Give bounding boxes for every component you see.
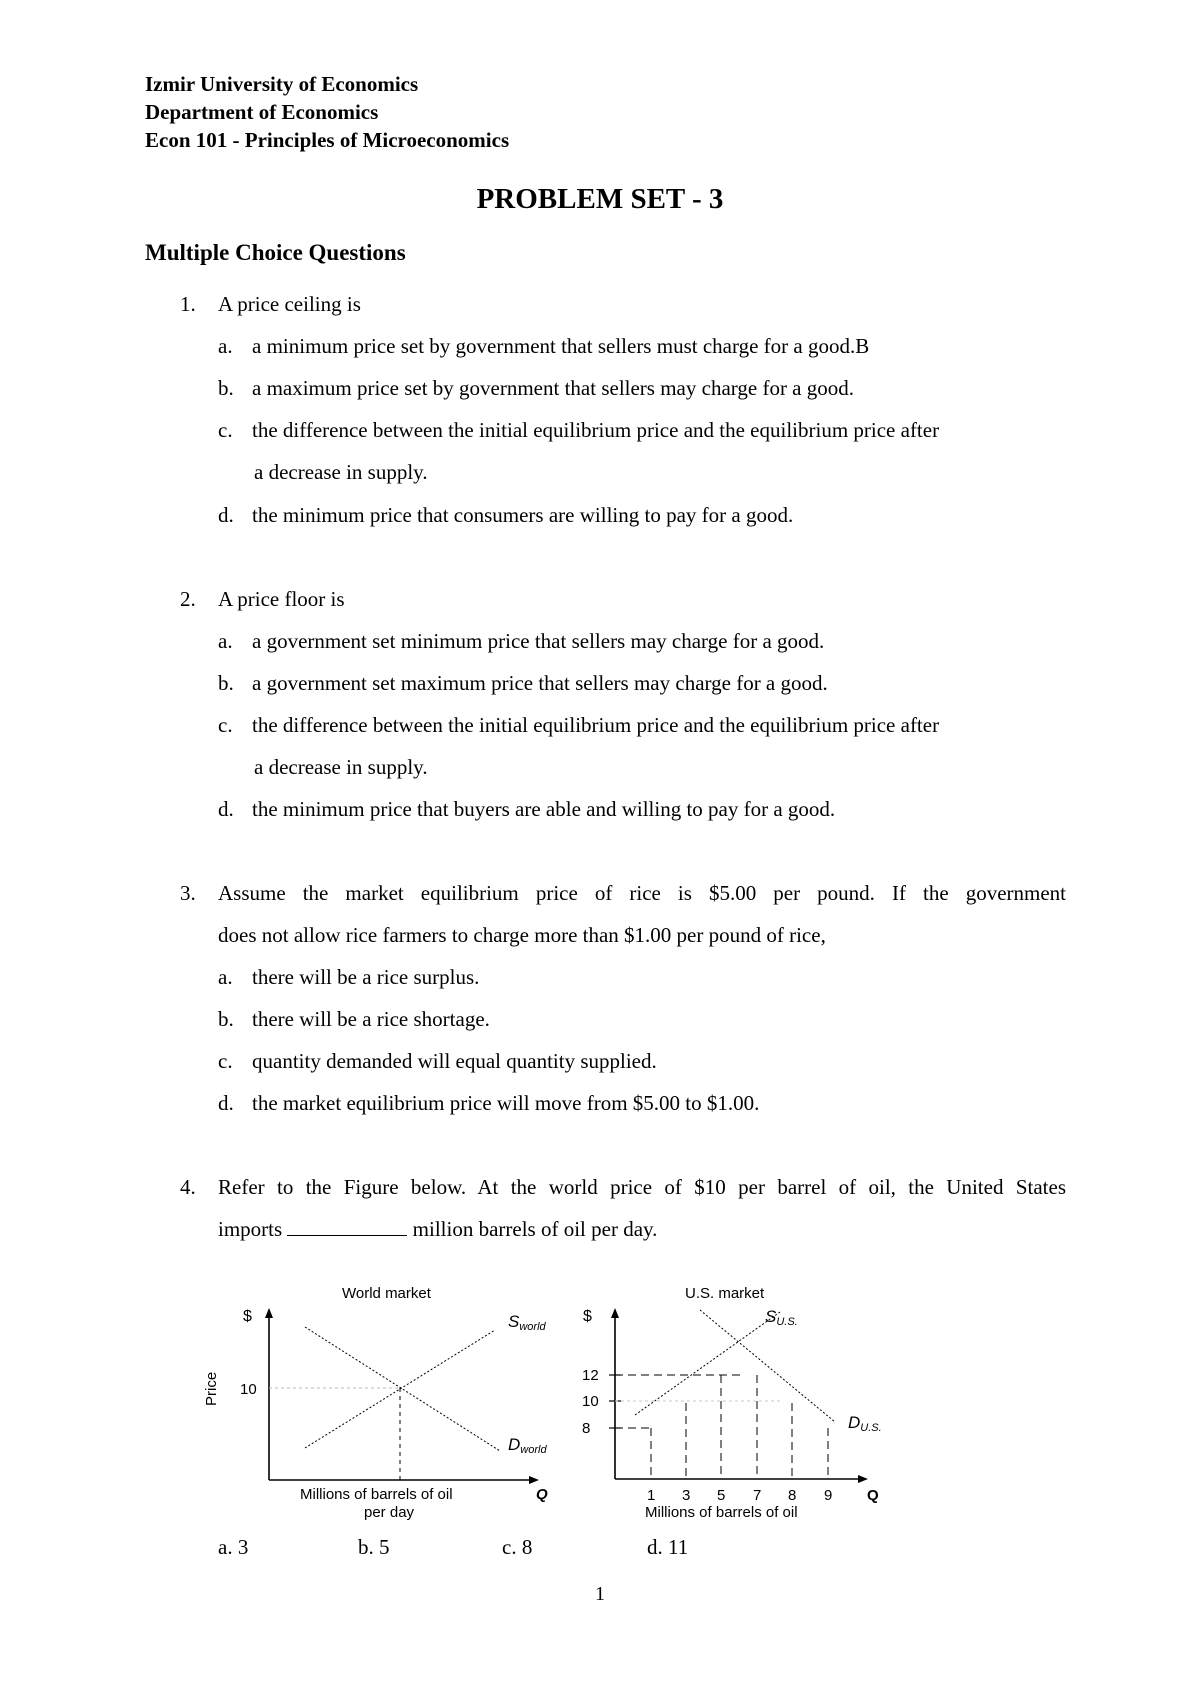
oil-market-figure [190, 1275, 930, 1530]
world-demand-label: Dworld [508, 1435, 547, 1456]
question-4-number: 4. [180, 1175, 196, 1199]
question-4-text-post: million barrels of oil per day. [412, 1217, 658, 1241]
q1-option-a-text: a minimum price set by government that sellers must charge for a good.B [252, 334, 870, 358]
q2-option-b-text: a government set maximum price that sellers may charge for a good. [252, 671, 828, 695]
us-y-tick-10: 10 [582, 1393, 599, 1410]
q3-option-b-letter: b. [218, 1007, 234, 1031]
us-market-title: U.S. market [685, 1285, 765, 1302]
q4-answer-d: d. 11 [647, 1535, 689, 1559]
us-x-tick-8: 8 [788, 1487, 797, 1504]
question-2-number: 2. [180, 587, 196, 611]
question-2-text: A price floor is [218, 587, 345, 611]
course-name: Econ 101 - Principles of Microeconomics [145, 128, 510, 152]
answer-blank [287, 1217, 407, 1236]
us-q-label: Q [867, 1487, 879, 1504]
us-x-axis-label: Millions of barrels of oil [645, 1504, 798, 1521]
q1-option-d-text: the minimum price that consumers are willing to pay for a good. [252, 503, 794, 527]
world-x-axis-arrow [529, 1476, 539, 1484]
us-x-tick-7: 7 [753, 1487, 762, 1504]
world-x-axis-label-line1: Millions of barrels of oil [300, 1486, 453, 1503]
world-demand-curve [305, 1327, 500, 1451]
q4-answer-b: b. 5 [358, 1535, 390, 1559]
q2-option-a-text: a government set minimum price that sellers may charge for a good. [252, 629, 825, 653]
q2-option-c-continuation: a decrease in supply. [254, 755, 428, 779]
question-4-text-pre: imports [218, 1217, 283, 1241]
q1-option-c-text: the difference between the initial equilibrium price and the equilibrium price after [252, 418, 940, 442]
us-y-tick-12: 12 [582, 1367, 599, 1384]
world-market-title: World market [342, 1285, 431, 1302]
question-4-text-line1: Refer to the Figure below. At the world price of $10 per barrel of oil, the United States [218, 1175, 1066, 1199]
us-x-axis-arrow [858, 1475, 868, 1483]
page-title: PROBLEM SET - 3 [476, 183, 724, 215]
q2-option-d-letter: d. [218, 797, 234, 821]
q2-option-d-text: the minimum price that buyers are able and willing to pay for a good. [252, 797, 836, 821]
us-guide-lines [615, 1375, 828, 1479]
us-x-tick-9: 9 [824, 1487, 833, 1504]
q2-option-c-letter: c. [218, 713, 233, 737]
world-q-label: Q [536, 1486, 548, 1503]
q3-option-d-text: the market equilibrium price will move from $5.00 to $1.00. [252, 1091, 760, 1115]
us-x-tick-3: 3 [682, 1487, 691, 1504]
us-demand-label: DU.S. [848, 1413, 882, 1434]
world-dollar-sign: $ [243, 1308, 252, 1325]
q2-option-b-letter: b. [218, 671, 234, 695]
q1-option-b-text: a maximum price set by government that sellers may charge for a good. [252, 376, 855, 400]
world-market-graph [203, 1285, 548, 1521]
q3-option-a-letter: a. [218, 965, 233, 989]
q3-option-b-text: there will be a rice shortage. [252, 1007, 490, 1031]
world-y-axis-arrow [265, 1308, 273, 1318]
q1-option-b-letter: b. [218, 376, 234, 400]
section-heading: Multiple Choice Questions [145, 240, 406, 265]
q3-option-d-letter: d. [218, 1091, 234, 1115]
q2-option-c-text: the difference between the initial equilibrium price and the equilibrium price after [252, 713, 940, 737]
q2-option-a-letter: a. [218, 629, 233, 653]
us-supply-curve [635, 1312, 780, 1415]
q3-option-c-text: quantity demanded will equal quantity supplied. [252, 1049, 657, 1073]
us-x-tick-1: 1 [647, 1487, 656, 1504]
us-market-graph [582, 1285, 882, 1521]
q4-answer-a: a. 3 [218, 1535, 249, 1559]
world-supply-label: Sworld [508, 1312, 546, 1333]
q3-option-a-text: there will be a rice surplus. [252, 965, 480, 989]
q1-option-d-letter: d. [218, 503, 234, 527]
world-y-axis-label: Price [203, 1371, 220, 1406]
department-name: Department of Economics [145, 100, 379, 124]
world-x-axis-label-line2: per day [364, 1504, 415, 1521]
us-dollar-sign: $ [583, 1308, 592, 1325]
world-price-tick-label: 10 [240, 1381, 257, 1398]
us-supply-label: SU.S. [765, 1307, 798, 1328]
document-header [145, 70, 509, 154]
page-number: 1 [595, 1583, 605, 1605]
university-name: Izmir University of Economics [145, 72, 419, 96]
question-3-text-line1: Assume the market equilibrium price of rice is $5.00 per pound. If the government [218, 881, 1066, 905]
q4-answer-c: c. 8 [502, 1535, 533, 1559]
question-1-number: 1. [180, 292, 196, 316]
q3-option-c-letter: c. [218, 1049, 233, 1073]
q1-option-a-letter: a. [218, 334, 233, 358]
question-1-text: A price ceiling is [218, 292, 361, 316]
q1-option-c-continuation: a decrease in supply. [254, 460, 428, 484]
us-x-tick-5: 5 [717, 1487, 726, 1504]
question-3-number: 3. [180, 881, 196, 905]
us-tick-labels [582, 1367, 832, 1504]
question-4-text-line2 [218, 1217, 657, 1242]
question-3-text-line2: does not allow rice farmers to charge more than $1.00 per pound of rice, [218, 923, 826, 947]
us-y-tick-8: 8 [582, 1420, 591, 1437]
us-y-axis-arrow [611, 1308, 619, 1318]
q1-option-c-letter: c. [218, 418, 233, 442]
us-demand-curve [700, 1310, 835, 1422]
